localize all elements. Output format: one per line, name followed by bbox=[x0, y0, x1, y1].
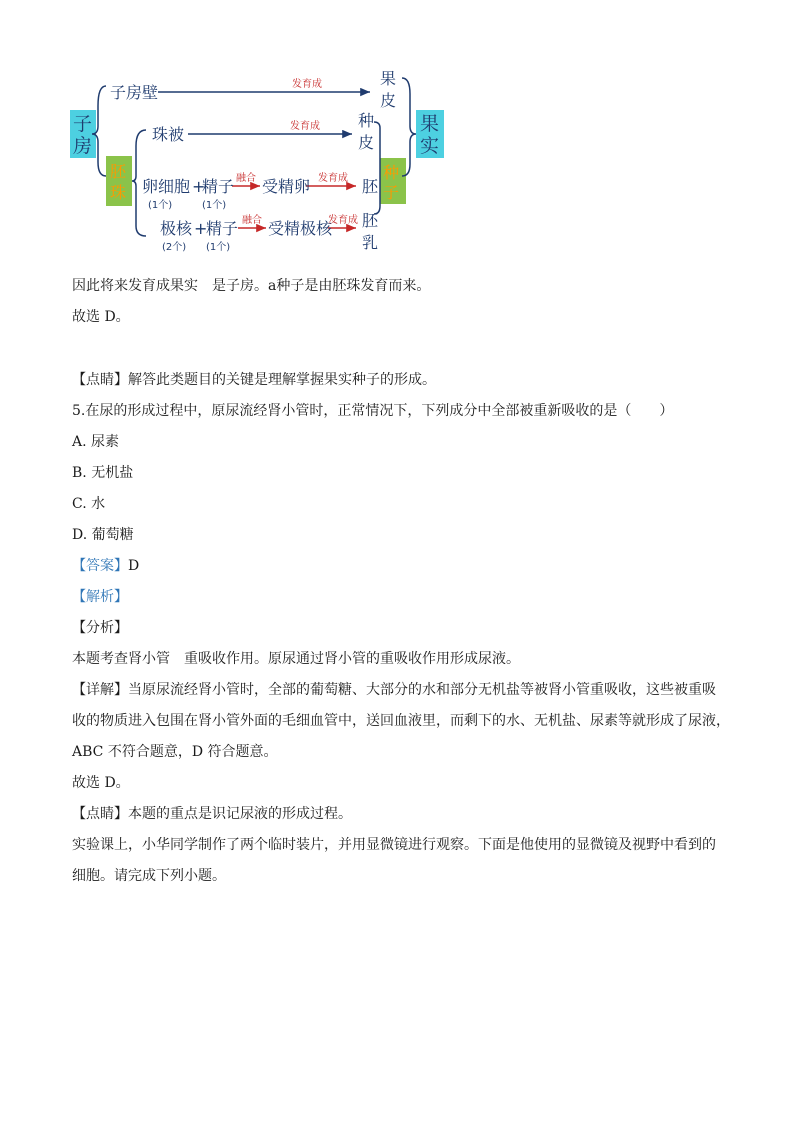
text-line-1: 因此将来发育成果实 是子房。a种子是由胚珠发育而来。 bbox=[72, 278, 431, 294]
polar-count: (2个) bbox=[162, 242, 187, 253]
develops-label-4: 发育成 bbox=[328, 215, 358, 226]
egg-label: 卵细胞 bbox=[142, 177, 191, 196]
option-c: C. 水 bbox=[72, 496, 106, 512]
pericarp-char-1: 果 bbox=[380, 69, 397, 88]
text-line-19: 细胞。请完成下列小题。 bbox=[72, 868, 226, 884]
fusion-label-1: 融合 bbox=[236, 173, 256, 184]
answer-value: D bbox=[128, 558, 140, 574]
text-line-15: ABC 不符合题意，D 符合题意。 bbox=[72, 744, 278, 760]
answer-tag: 【答案】 bbox=[72, 558, 128, 574]
sperm-count-2: (1个) bbox=[206, 242, 231, 253]
fruit-char-2: 实 bbox=[420, 135, 440, 157]
question-5-stem: 5.在尿的形成过程中，原尿流经肾小管时，正常情况下，下列成分中全部被重新吸收的是（ ） bbox=[72, 403, 674, 419]
ovule-char-1: 胚 bbox=[110, 162, 127, 181]
text-line-2: 故选 D。 bbox=[72, 309, 130, 325]
text-line-13: 【详解】当原尿流经肾小管时，全部的葡萄糖、大部分的水和部分无机盐等被肾小管重吸收，这些被重吸 bbox=[72, 682, 716, 698]
text-line-14: 收的物质进入包围在肾小管外面的毛细血管中，送回血液里，而剩下的水、无机盐、尿素等就形成了尿液， bbox=[72, 713, 730, 729]
fenxi-tag: 【分析】 bbox=[72, 620, 128, 636]
endosperm-char-1: 胚 bbox=[362, 211, 379, 230]
pericarp-char-2: 皮 bbox=[380, 91, 397, 110]
plus-1: + bbox=[192, 177, 206, 196]
develops-label-2: 发育成 bbox=[290, 121, 320, 132]
fertilized-polar-label: 受精极核 bbox=[268, 219, 333, 238]
zygote-label: 受精卵 bbox=[262, 177, 311, 196]
polar-nuclei-label: 极核 bbox=[160, 219, 193, 238]
fruit-formation-diagram bbox=[70, 66, 450, 266]
seed-coat-char-1: 种 bbox=[358, 111, 375, 130]
seed-char-1: 种 bbox=[383, 163, 400, 182]
seed-bracket bbox=[374, 122, 380, 214]
seed-char-2: 子 bbox=[383, 183, 400, 202]
text-line-17: 【点睛】本题的重点是识记尿液的形成过程。 bbox=[72, 806, 352, 822]
endosperm-char-2: 乳 bbox=[362, 233, 379, 252]
egg-count: (1个) bbox=[148, 200, 173, 211]
develops-label-1: 发育成 bbox=[292, 79, 322, 90]
seed-coat-char-2: 皮 bbox=[358, 133, 375, 152]
sperm-label-2: 精子 bbox=[206, 219, 239, 238]
text-line-12: 本题考查肾小管 重吸收作用。原尿通过肾小管的重吸收作用形成尿液。 bbox=[72, 651, 520, 667]
option-a: A. 尿素 bbox=[72, 434, 120, 450]
ovary-char-1: 子 bbox=[73, 113, 93, 135]
option-d: D. 葡萄糖 bbox=[72, 527, 134, 543]
develops-label-3: 发育成 bbox=[318, 173, 348, 184]
sperm-label-1: 精子 bbox=[202, 177, 235, 196]
analysis-tag: 【解析】 bbox=[72, 589, 128, 605]
text-line-18: 实验课上，小华同学制作了两个临时装片，并用显微镜进行观察。下面是他使用的显微镜及视野中看到的 bbox=[72, 837, 716, 853]
option-b: B. 无机盐 bbox=[72, 465, 134, 481]
ovule-char-2: 珠 bbox=[110, 183, 127, 202]
answer-line bbox=[72, 556, 139, 576]
sperm-count-1: (1个) bbox=[202, 200, 227, 211]
embryo-label: 胚 bbox=[362, 177, 379, 196]
ovary-wall-label: 子房壁 bbox=[110, 83, 159, 102]
integument-label: 珠被 bbox=[152, 125, 185, 144]
text-line-3: 【点睛】解答此类题目的关键是理解掌握果实种子的形成。 bbox=[72, 372, 436, 388]
fusion-label-2: 融合 bbox=[242, 215, 262, 226]
plus-2: + bbox=[194, 219, 208, 238]
text-line-16: 故选 D。 bbox=[72, 775, 130, 791]
ovary-char-2: 房 bbox=[73, 135, 93, 157]
fruit-char-1: 果 bbox=[420, 113, 440, 135]
